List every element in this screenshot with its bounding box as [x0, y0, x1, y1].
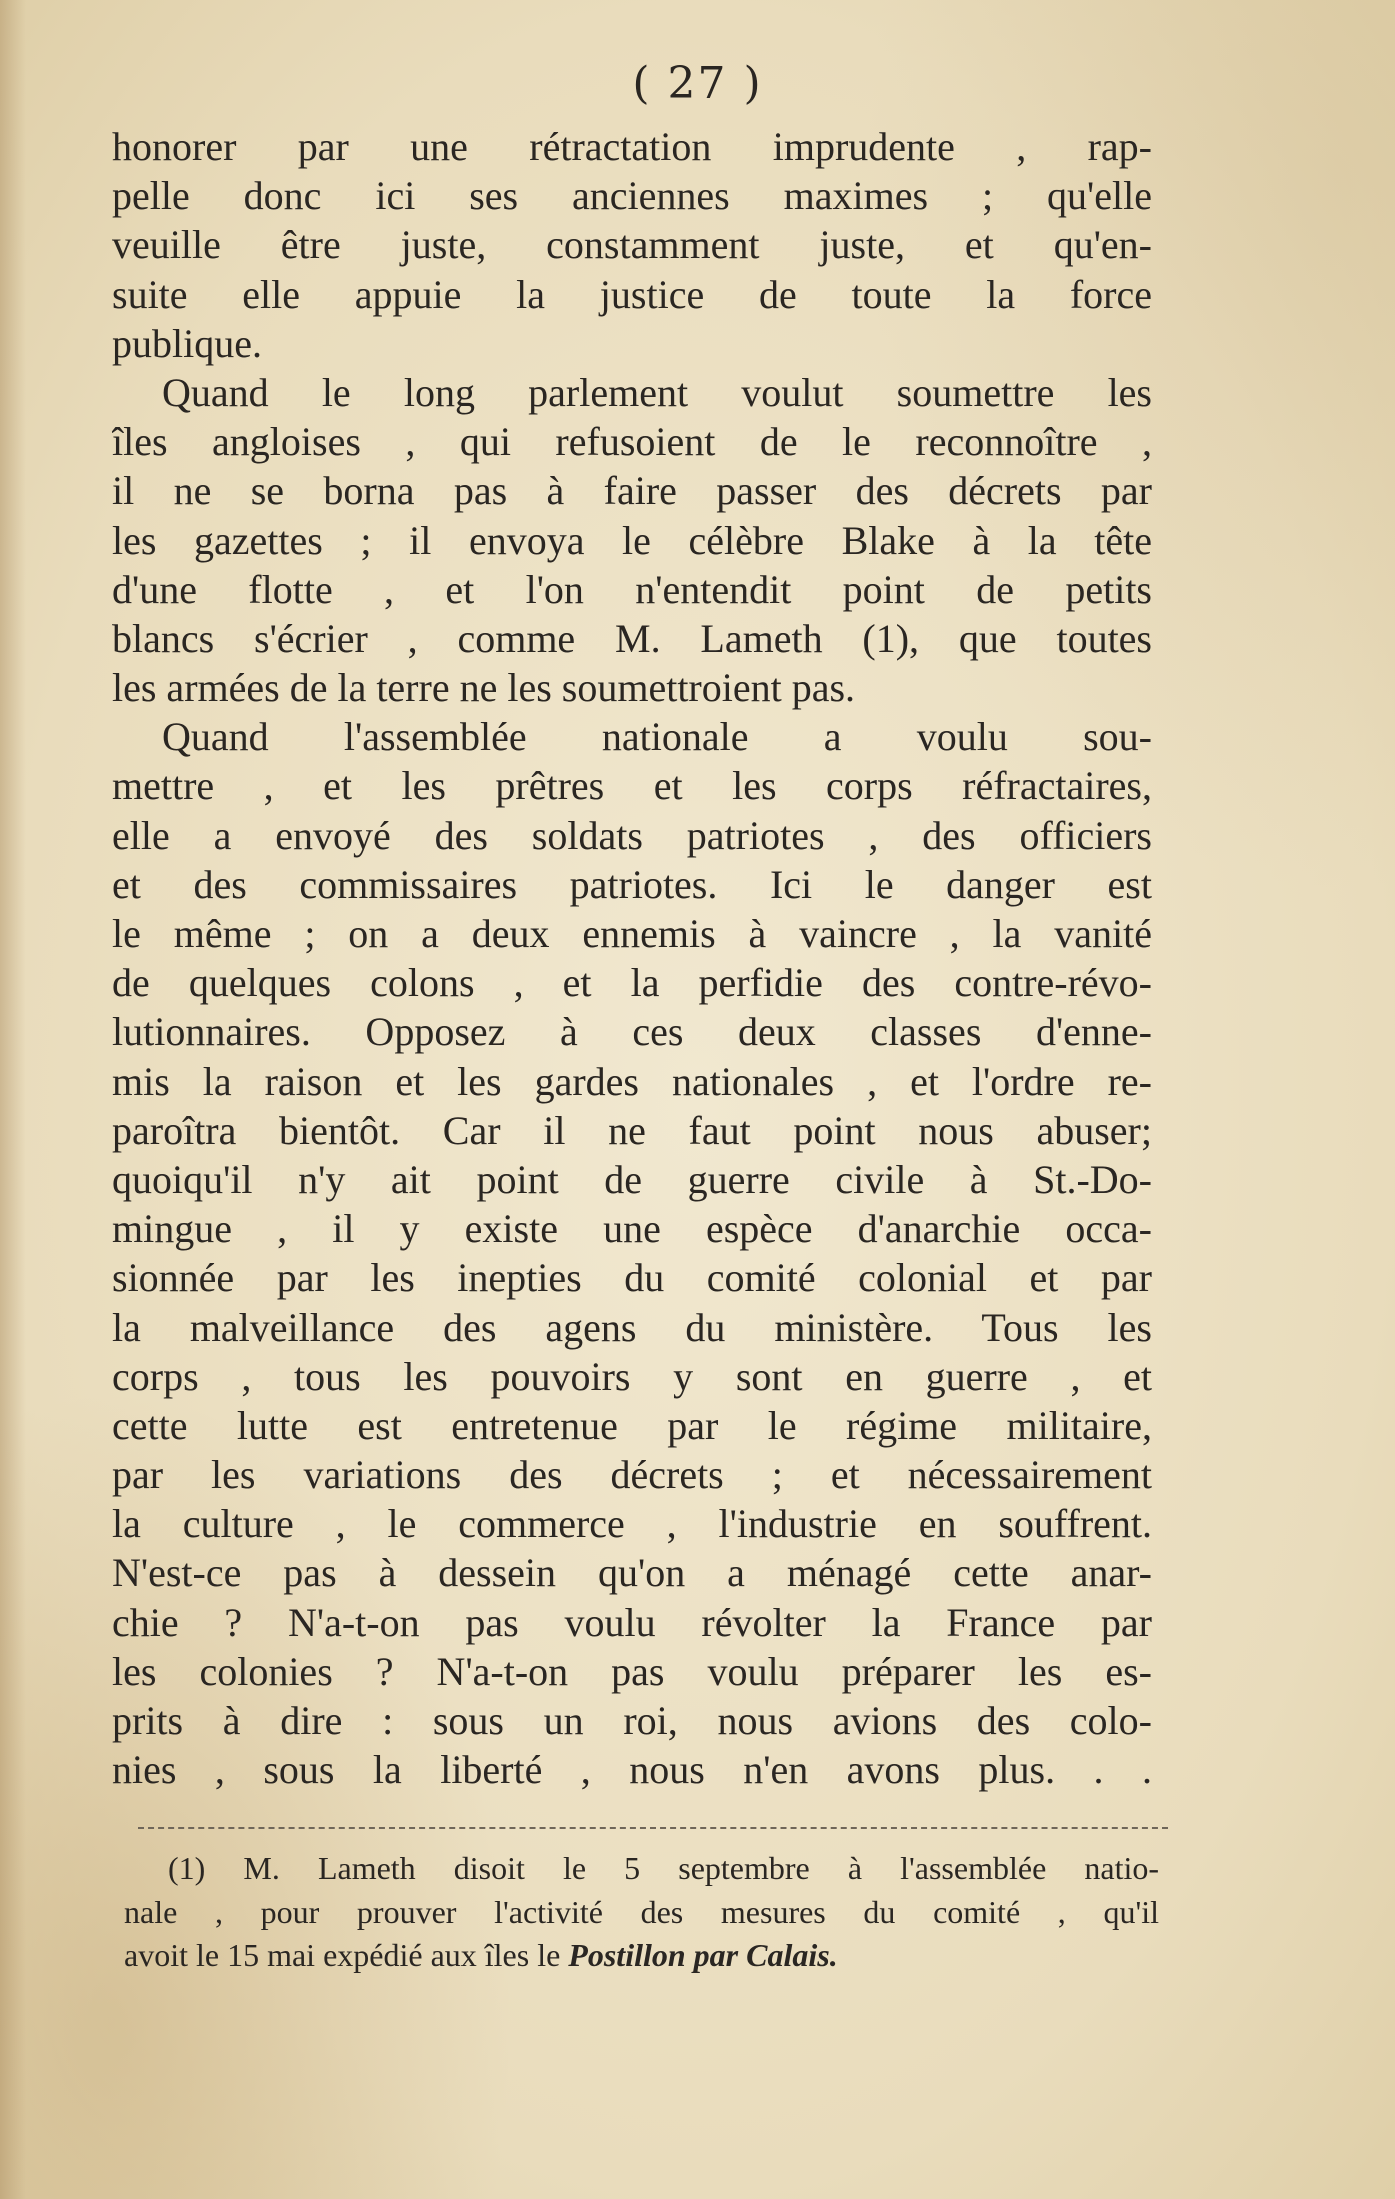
text-line: sionnée par les inepties du comité colonial et par: [112, 1255, 1152, 1301]
text-line: corps , tous les pouvoirs y sont en guerre , et: [112, 1353, 1152, 1399]
text-line: chie ? N'a-t-on pas voulu révolter la France par: [112, 1599, 1152, 1645]
text-line: la malveillance des agens du ministère. Tous les: [112, 1304, 1152, 1350]
main-text: [112, 122, 1152, 1794]
footnote-text: avoit le 15 mai expédié aux îles le: [124, 1937, 569, 1973]
text-line: nies , sous la liberté , nous n'en avons plus. . .: [112, 1747, 1152, 1793]
text-line: mingue , il y existe une espèce d'anarchie occa-: [112, 1206, 1152, 1252]
text-line: le même ; on a deux ennemis à vaincre , la vanité: [112, 911, 1152, 956]
text-line: mis la raison et les gardes nationales , et l'ordre re-: [112, 1058, 1152, 1104]
text-line: mettre , et les prêtres et les corps réfractaires,: [112, 763, 1152, 809]
footnote-line: nale , pour prouver l'activité des mesures du comité , qu'il: [124, 1893, 1159, 1930]
text-line: publique.: [112, 320, 262, 366]
text-line: veuille être juste, constamment juste, et qu'en-: [112, 222, 1152, 268]
text-line: pelle donc ici ses anciennes maximes ; qu'elle: [112, 173, 1152, 219]
page-number: ( 27 ): [632, 58, 763, 109]
footnote-divider: [138, 1827, 1168, 1829]
text-line: d'une flotte , et l'on n'entendit point de petits: [112, 566, 1152, 612]
text-line: par les variations des décrets ; et nécessairement: [112, 1452, 1152, 1498]
text-line: elle a envoyé des soldats patriotes , des officiers: [112, 812, 1152, 858]
text-line: lutionnaires. Opposez à ces deux classes d'enne-: [112, 1009, 1152, 1055]
text-line: cette lutte est entretenue par le régime militaire,: [112, 1402, 1152, 1448]
text-line: les gazettes ; il envoya le célèbre Blake à la tête: [112, 517, 1152, 563]
footnote-line: (1) M. Lameth disoit le 5 septembre à l'assemblée natio-: [168, 1850, 1159, 1886]
footnote-italic-title: Postillon par Calais.: [568, 1937, 838, 1973]
text-line: il ne se borna pas à faire passer des décrets par: [112, 468, 1152, 514]
paragraph-start-line: Quand l'assemblée nationale a voulu sou-: [162, 714, 1152, 760]
text-line: la culture , le commerce , l'industrie en souffrent.: [112, 1501, 1152, 1547]
text-line: paroîtra bientôt. Car il ne faut point nous abuser;: [112, 1107, 1152, 1153]
footnote-line-last: [124, 1934, 1159, 1978]
paragraph-start-line: Quand le long parlement voulut soumettre les: [162, 369, 1152, 415]
text-line: prits à dire : sous un roi, nous avions des colo-: [112, 1698, 1152, 1743]
text-line: de quelques colons , et la perfidie des contre-révo-: [112, 960, 1152, 1006]
text-line: honorer par une rétractation imprudente , rap-: [112, 124, 1152, 169]
text-line: quoiqu'il n'y ait point de guerre civile à St.-Do-: [112, 1156, 1152, 1202]
text-line: les colonies ? N'a-t-on pas voulu préparer les es-: [112, 1648, 1152, 1694]
text-line: et des commissaires patriotes. Ici le danger est: [112, 861, 1152, 907]
text-line: N'est-ce pas à dessein qu'on a ménagé cette anar-: [112, 1550, 1152, 1596]
text-line: suite elle appuie la justice de toute la force: [112, 271, 1152, 317]
footnote: [124, 1847, 1159, 1978]
page-edge-shadow: [0, 0, 26, 2199]
text-line: blancs s'écrier , comme M. Lameth (1), que toutes: [112, 615, 1152, 661]
text-line: les armées de la terre ne les soumettroient pas.: [112, 665, 856, 711]
text-line: îles angloises , qui refusoient de le reconnoître ,: [112, 419, 1152, 465]
